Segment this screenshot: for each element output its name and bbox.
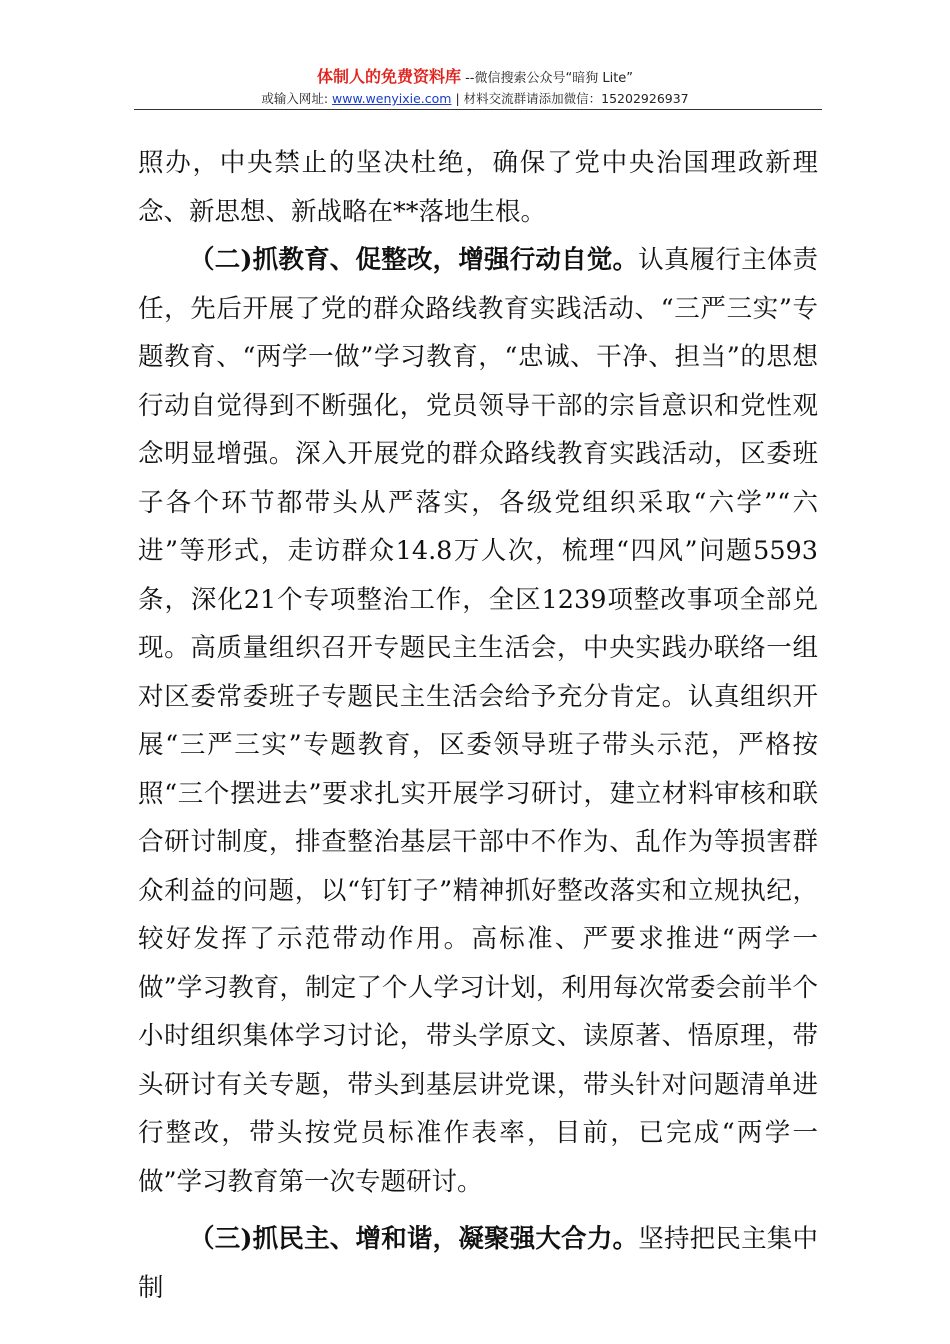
- website-link[interactable]: www.wenyixie.com: [332, 91, 452, 106]
- paragraph-text: 认真履行主体责任，先后开展了党的群众路线教育实践活动、“三严三实”专题教育、“两学一做”学习教育，“忠诚、干净、担当”的思想行动自觉得到不断强化，党员领导干部的宗旨意识和党性观念明显增强。深入开展党的群众路线教育实践活动，区委班子各个环节都带头从严落实，各级党组织采取“六学”“六进”等形式，走访群众14.8万人次，梳理“四风”问题5593条，深化21个专项整治工作，全区1239项整改事项全部兑现。高质量组织召开专题民主生活会，中央实践办联络一组对区委常委班子专题民主生活会给予充分肯定。认真组织开展“三严三实”专题教育，区委领导班子带头示范，严格按照“三个摆进去”要求扎实开展学习研讨，建立材料审核和联合研讨制度，排查整治基层干部中不作为、乱作为等损害群众利益的问题，以“钉钉子”精神抓好整改落实和立规执纪，较好发挥了示范带动作用。高标准、严要求推进“两学一做”学习教育，制定了个人学习计划，利用每次常委会前半个小时组织集体学习讨论，带头学原文、读原著、悟原理，带头研讨有关专题，带头到基层讲党课，带头针对问题清单进行整改，带头按党员标准作表率，目前，已完成“两学一做”学习教育第一次专题研讨。: [138, 245, 818, 1197]
- section-heading: （三)抓民主、增和谐，凝聚强大合力。: [189, 1224, 639, 1254]
- section-heading: （二)抓教育、促整改，增强行动自觉。: [189, 245, 639, 275]
- contact-info: | 材料交流群请添加微信：15202926937: [451, 91, 689, 106]
- header-subtitle: --微信搜索公众号“暗狗 Lite”: [460, 71, 634, 86]
- document-body: [138, 139, 818, 1312]
- paragraph-section-2: [138, 236, 818, 1206]
- url-prefix: 或输入网址:: [261, 91, 333, 106]
- paragraph-text: 照办，中央禁止的坚决杜绝，确保了党中央治国理政新理念、新思想、新战略在**落地生根。: [138, 148, 818, 227]
- header-line-2: [0, 90, 950, 108]
- header-divider: [134, 109, 822, 110]
- watermark-header: [0, 66, 950, 108]
- paragraph-section-3: [138, 1215, 818, 1312]
- header-line-1: [0, 66, 950, 90]
- brand-title: 体制人的免费资料库: [316, 67, 461, 86]
- paragraph-text: 坚持把民主集中制: [138, 1224, 818, 1303]
- paragraph-continuation: [138, 139, 818, 236]
